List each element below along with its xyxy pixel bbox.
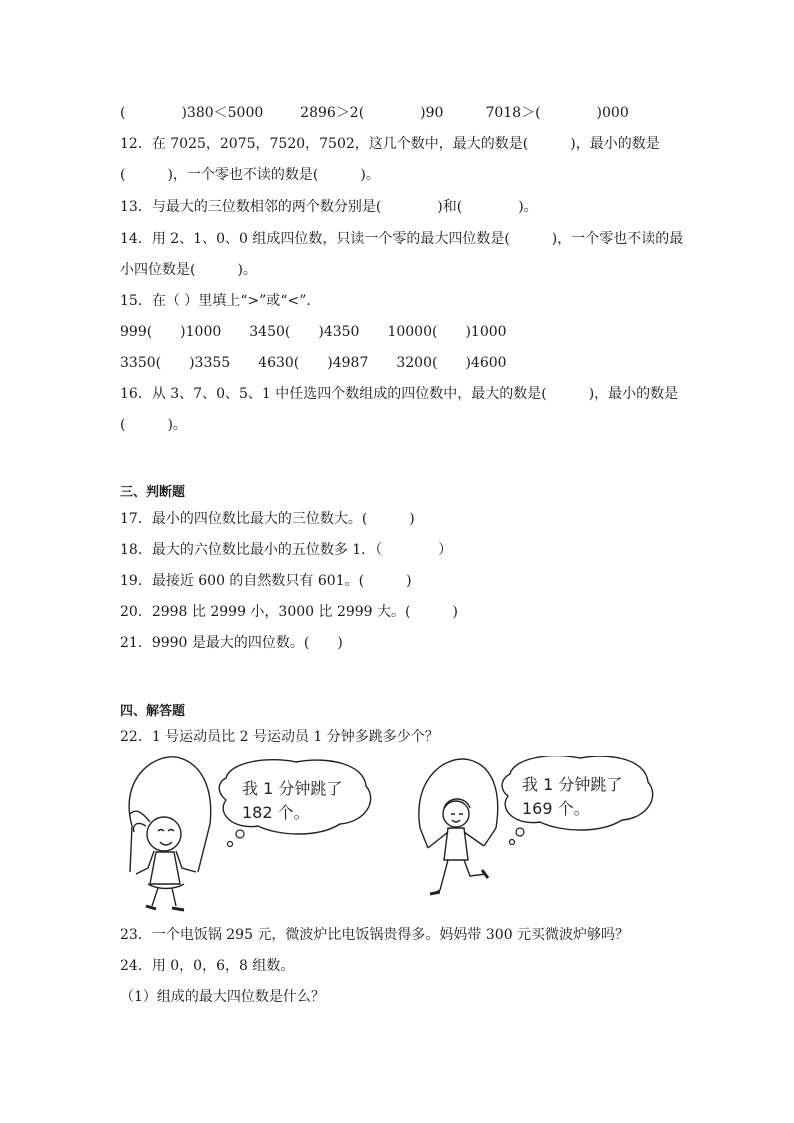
q20: 20．2998 比 2999 小，3000 比 2999 大。( )	[120, 604, 458, 620]
bubble-two-line2: 169 个。	[522, 799, 590, 818]
q12-line2: ( )，一个零也不读的数是( )。	[120, 167, 380, 183]
bubble-one-line1: 我 1 分钟跳了	[242, 779, 343, 798]
girl-two-jumping-icon	[419, 759, 498, 894]
bubble-one-line2: 182 个。	[242, 803, 310, 822]
q12-line1: 12．在 7025，2075，7520，7502，这几个数中，最大的数是( )，最小的数是	[120, 136, 660, 152]
q14-line2: 小四位数是( )。	[120, 262, 257, 278]
section-title-answer: 四、解答题	[120, 704, 186, 719]
q24-part1: （1）组成的最大四位数是什么？	[120, 989, 325, 1005]
q11-fill-blanks: ( )380＜5000 2896＞2( )90 7018＞( )000	[120, 105, 629, 121]
q17: 17．最小的四位数比最大的三位数大。( )	[120, 511, 415, 527]
section-title-judgement: 三、判断题	[120, 485, 186, 500]
q19: 19．最接近 600 的自然数只有 601。( )	[120, 573, 412, 589]
q23: 23．一个电饭锅 295 元，微波炉比电饭锅贵得多。妈妈带 300 元买微波炉够吗？	[120, 927, 630, 943]
q22: 22．1 号运动员比 2 号运动员 1 分钟多跳多少个？	[120, 729, 439, 745]
q15-instruction: 15．在（ ）里填上“>”或“<”．	[120, 293, 321, 309]
jump-rope-illustration	[118, 756, 678, 916]
girl-one-jumping-icon	[129, 757, 211, 910]
q15-row1: 999( )1000 3450( )4350 10000( )1000	[120, 324, 507, 340]
q21: 21．9990 是最大的四位数。( )	[120, 635, 343, 651]
bubble-two-line1: 我 1 分钟跳了	[522, 775, 623, 794]
q14-line1: 14．用 2、1、0、0 组成四位数，只读一个零的最大四位数是( )，一个零也不读的最	[120, 231, 684, 247]
q13: 13．与最大的三位数相邻的两个数分别是( )和( )。	[120, 199, 538, 215]
q16-line1: 16．从 3、7、0、5、1 中任选四个数组成的四位数中，最大的数是( )，最小的数是	[120, 386, 679, 402]
q18: 18．最大的六位数比最小的五位数多 1．（ ）	[120, 542, 453, 558]
speech-bubble-two	[502, 756, 653, 845]
q24: 24．用 0，0，6，8 组数。	[120, 958, 295, 974]
q16-line2: ( )。	[120, 417, 187, 433]
q15-row2: 3350( )3355 4630( )4987 3200( )4600	[120, 355, 507, 371]
speech-bubble-one	[219, 760, 370, 847]
